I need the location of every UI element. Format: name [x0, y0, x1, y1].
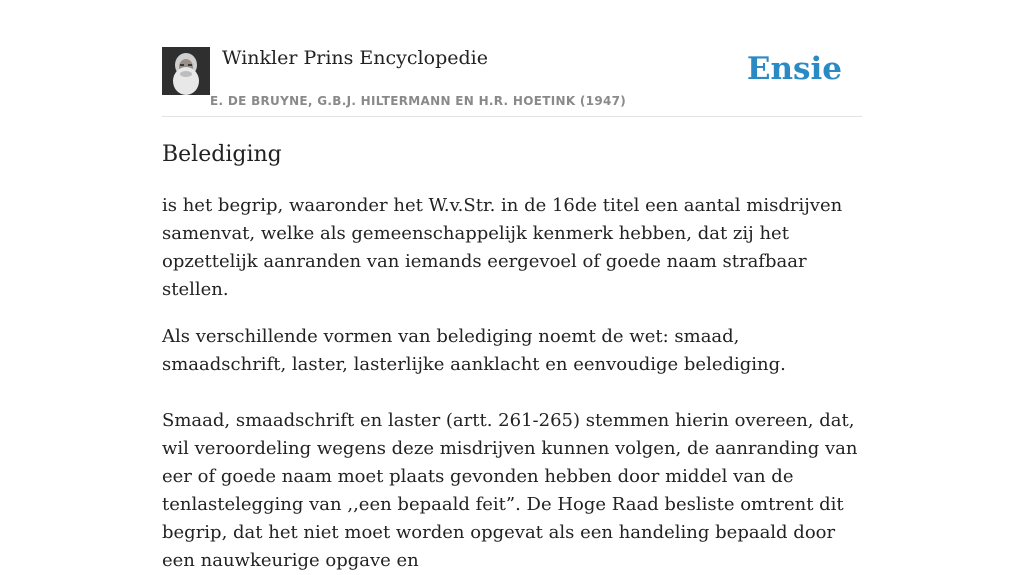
portrait-bearded-man-icon — [162, 47, 210, 95]
article-paragraph: Als verschillende vormen van belediging noemt de wet: smaad, smaadschrift, laster, lasterlijke aanklacht en eenvoudige belediging. — [162, 326, 786, 375]
article-title: Belediging — [162, 142, 282, 167]
article-paragraph: Smaad, smaadschrift en laster (artt. 261-265) stemmen hierin overeen, dat, wil veroordeling wegens deze misdrijven kunnen volgen, de aanranding van eer of goede naam moet plaats gevonden hebben door middel van de tenlastelegging van ,,een bepaald feit”. De Hoge Raad besliste omtrent dit begrip, dat het niet moet worden opgevat als een handeling bepaald door een nauwkeurige opgave en — [162, 410, 858, 571]
article-body — [162, 192, 862, 575]
article-page — [162, 0, 862, 571]
source-title[interactable]: Winkler Prins Encyclopedie — [222, 47, 488, 69]
article-paragraph: is het begrip, waaronder het W.v.Str. in de 16de titel een aantal misdrijven samenvat, welke als gemeenschappelijk kenmerk hebben, dat zij het opzettelijk aanranden van iemands eergevoel of goede naam strafbaar stellen. — [162, 195, 843, 300]
source-header — [162, 0, 862, 117]
ensie-logo[interactable]: Ensie — [746, 51, 842, 87]
source-authors: E. DE BRUYNE, G.B.J. HILTERMANN EN H.R. HOETINK (1947) — [210, 94, 627, 108]
author-avatar[interactable] — [162, 47, 210, 95]
